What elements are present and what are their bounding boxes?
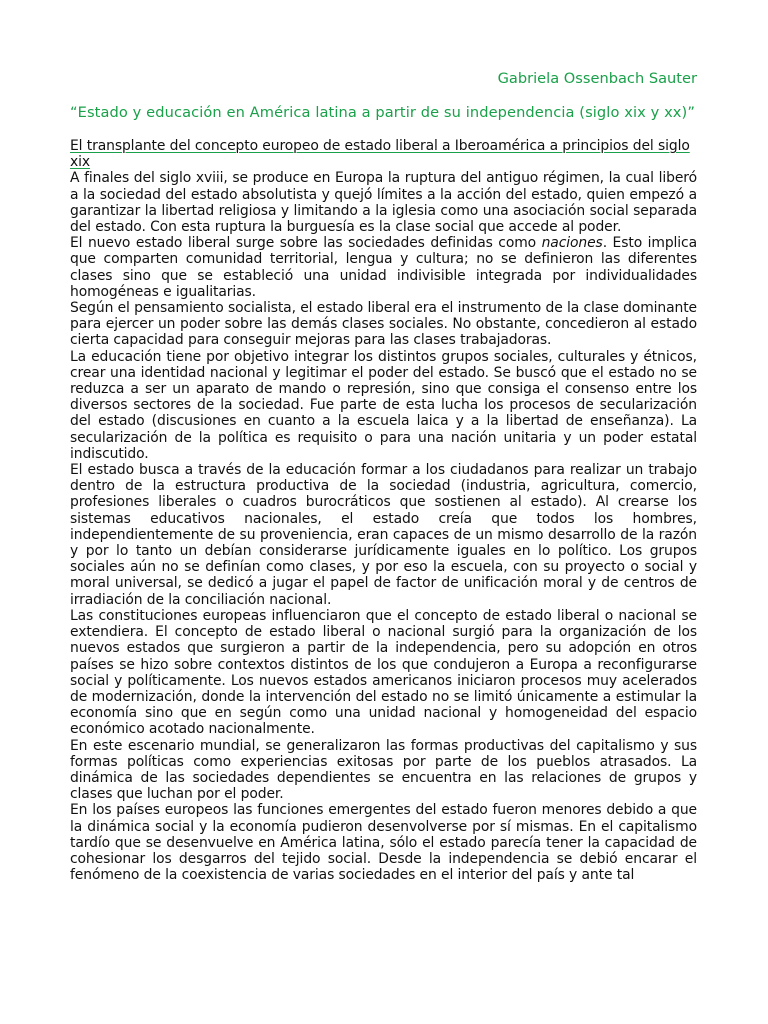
- paragraph-4: [70, 349, 697, 462]
- paragraph-7: [70, 738, 697, 803]
- document-title: “Estado y educación en América latina a partir de su independencia (siglo xix y xx)”: [70, 104, 695, 121]
- paragraph-text: Según el pensamiento socialista, el estado liberal era el instrumento de la clase dominante para ejercer un poder sobre las demás clases sociales. No obstante, concedieron al estado cierta capacidad para conseguir mejoras para las clases trabajadoras.: [70, 300, 698, 349]
- paragraph-text: . Esto implica que comparten comunidad territorial, lengua y cultura; no se definieron las diferentes clases sino que se estableció una unidad indivisible integrada por individualidades homogéneas e igualitarias.: [70, 235, 698, 300]
- paragraph-text: En los países europeos las funciones emergentes del estado fueron menores debido a que la dinámica social y la economía pudieron desenvolverse por sí mismas. En el capitalismo tardío que se desenvuelve en América latina, sólo el estado parecía tener la capacidad de cohesionar los desgarros del tejido social. Desde la independencia se debió encarar el fenómeno de la coexistencia de varias sociedades en el interior del país y ante tal: [70, 802, 697, 884]
- paragraph-text: El estado busca a través de la educación formar a los ciudadanos para realizar un trabajo dentro de la estructura productiva de la sociedad (industria, agricultura, comercio, profesiones liberales o cuadros burocráticos que sostienen al estado). Al crearse los sistemas educativos nacionales, el estado creía que todos los hombres, independientemente de su proveniencia, eran capaces de un mismo desarrollo de la razón y por lo tanto un debían considerarse jurídicamente iguales en lo político. Los grupos sociales aún no se definían como clases, y por eso la escuela, con su proyecto o social y moral universal, se dedicó a jugar el papel de factor de unificación moral y de centros de irradiación de la conciliación nacional.: [70, 462, 697, 608]
- paragraph-3: [70, 300, 697, 349]
- paragraph-2: [70, 235, 697, 300]
- paragraph-6: [70, 608, 697, 738]
- paragraph-text: En este escenario mundial, se generalizaron las formas productivas del capitalismo y sus formas políticas como experiencias exitosas por parte de los pueblos atrasados. La dinámica de las sociedades dependientes se encuentra en las relaciones de grupos y clases que luchan por el poder.: [70, 737, 697, 803]
- paragraph-8: [70, 802, 697, 883]
- section-heading: El transplante del concepto europeo de estado liberal a Iberoamérica a principios del siglo xix: [70, 138, 690, 171]
- emphasis-text: naciones: [541, 235, 603, 252]
- document-page: [70, 70, 697, 883]
- paragraph-text: A finales del siglo xviii, se produce en Europa la ruptura del antiguo régimen, la cual liberó a la sociedad del estado absolutista y quejó límites a la acción del estado, quien empezó a garantizar la libertad religiosa y limitando a la iglesia como una asociación social separada del estado. Con esta ruptura la burguesía es la clase social que accede al poder.: [70, 170, 697, 236]
- paragraph-text: El nuevo estado liberal surge sobre las sociedades definidas como: [70, 235, 542, 252]
- author-name: Gabriela Ossenbach Sauter: [497, 70, 697, 87]
- paragraph-text: Las constituciones europeas influenciaron que el concepto de estado liberal o nacional se extendiera. El concepto de estado liberal o nacional surgió para la organización de los nuevos estados que surgieron a partir de la independencia, pero su adopción en otros países se hizo sobre contextos distintos de los que condujeron a Europa a reconfigurarse social y políticamente. Los nuevos estados americanos iniciaron procesos muy acelerados de modernización, donde la intervención del estado no se limitó únicamente a estimular la economía sino que en según como una unidad nacional y homogeneidad del espacio económico acotado nacionalmente.: [70, 607, 697, 738]
- paragraph-1: [70, 170, 697, 235]
- paragraph-text: La educación tiene por objetivo integrar los distintos grupos sociales, culturales y étnicos, crear una identidad nacional y legitimar el poder del estado. Se buscó que el estado no se reduzca a ser un aparato de mando o represión, sino que consiga el consenso entre los diversos sectores de la sociedad. Fue parte de esta lucha los procesos de secularización del estado (discusiones en cuanto a la escuela laica y a la libertad de enseñanza). La secularización de la política es requisito o para una nación unitaria y un poder estatal indiscutido.: [70, 348, 697, 462]
- paragraph-5: [70, 462, 697, 608]
